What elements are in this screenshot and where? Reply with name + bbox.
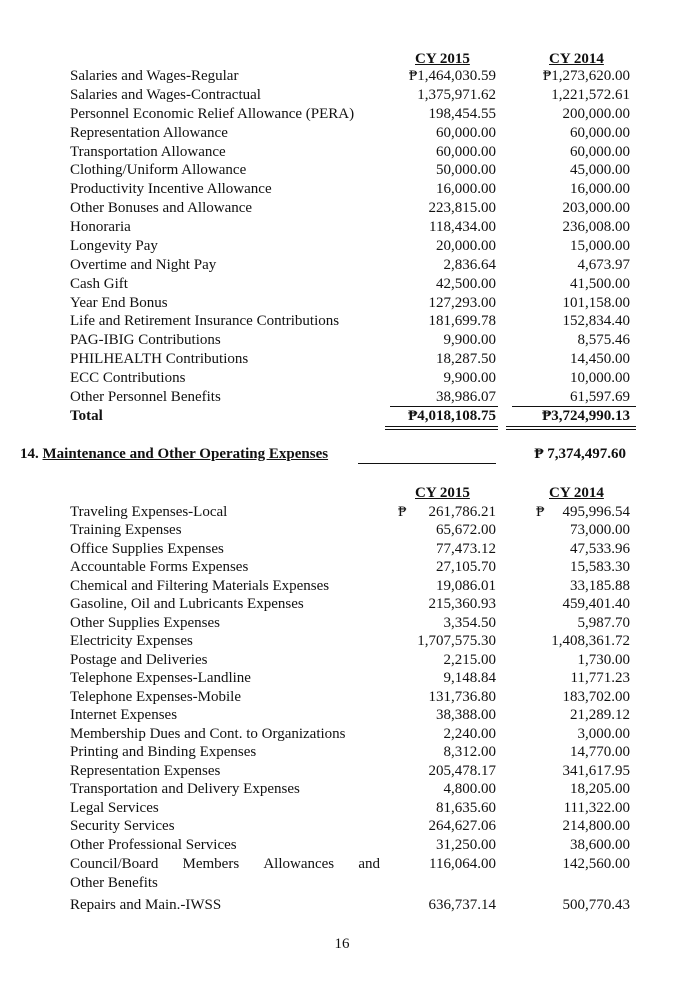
row-cy2014: 1,221,572.61 xyxy=(551,86,630,103)
mooe-row-council xyxy=(0,855,684,874)
row-cy2015: 18,287.50 xyxy=(436,351,496,368)
row-label: Membership Dues and Cont. to Organizations xyxy=(70,725,346,742)
row-label: Year End Bonus xyxy=(70,294,168,311)
row-label: Salaries and Wages-Regular xyxy=(70,68,239,84)
salaries-row xyxy=(0,199,684,218)
row-cy2014: 47,533.96 xyxy=(570,540,630,557)
currency-symbol: ₱ xyxy=(536,504,545,520)
row-cy2014: 3,000.00 xyxy=(577,725,630,742)
row-cy2015: 198,454.55 xyxy=(428,105,496,122)
row-label: Other Professional Services xyxy=(70,836,237,853)
row-cy2014: 4,673.97 xyxy=(577,256,630,273)
word: Council/Board xyxy=(70,856,159,872)
row-label: ECC Contributions xyxy=(70,370,186,387)
mooe-row xyxy=(0,817,684,836)
row-cy2015: 205,478.17 xyxy=(428,762,496,779)
row-cy2015: 20,000.00 xyxy=(436,237,496,254)
mooe-row xyxy=(0,521,684,540)
total-double-line-cy2015 xyxy=(385,426,498,430)
row-cy2015: 131,736.80 xyxy=(428,688,496,705)
mooe-row xyxy=(0,669,684,688)
row-label: Telephone Expenses-Mobile xyxy=(70,688,241,705)
salaries-row xyxy=(0,369,684,388)
row-label: Personnel Economic Relief Allowance (PERA) xyxy=(70,105,355,122)
row-cy2015: 31,250.00 xyxy=(436,836,496,853)
row-label: Representation Expenses xyxy=(70,762,221,779)
row-cy2015: 50,000.00 xyxy=(436,162,496,179)
currency-symbol: ₱ xyxy=(398,504,407,520)
row-label: Telephone Expenses-Landline xyxy=(70,670,251,686)
word: Allowances xyxy=(263,856,335,872)
row-label: Overtime and Night Pay xyxy=(70,256,217,273)
row-cy2015: 636,737.14 xyxy=(428,897,496,913)
mooe-row xyxy=(0,632,684,651)
salaries-row xyxy=(0,312,684,331)
row-label: PAG-IBIG Contributions xyxy=(70,332,221,349)
section-heading-line xyxy=(358,463,496,464)
row-label: Other Personnel Benefits xyxy=(70,388,221,405)
row-cy2014: 236,008.00 xyxy=(562,219,630,236)
section-title: Maintenance and Other Operating Expenses xyxy=(42,446,329,462)
row-cy2015: ₱1,464,030.59 xyxy=(408,68,496,84)
mooe-row-repairs xyxy=(0,896,684,915)
row-cy2014: 459,401.40 xyxy=(562,596,630,612)
mooe-row xyxy=(0,688,684,707)
row-cy2015: 118,434.00 xyxy=(429,219,496,236)
row-label: Productivity Incentive Allowance xyxy=(70,181,272,198)
row-cy2014: 111,322.00 xyxy=(563,799,630,816)
row-cy2014: 214,800.00 xyxy=(562,818,630,834)
total-label: Total xyxy=(70,408,103,424)
row-label: Other Benefits xyxy=(70,875,158,891)
row-cy2014: ₱1,273,620.00 xyxy=(542,68,630,84)
row-cy2014: 38,600.00 xyxy=(570,836,630,853)
row-cy2014: 500,770.43 xyxy=(562,897,630,913)
mooe-col-header-cy2014: CY 2014 xyxy=(549,485,604,501)
row-cy2015: 60,000.00 xyxy=(436,124,496,141)
row-label: Chemical and Filtering Materials Expenses xyxy=(70,577,330,594)
row-cy2015: 181,699.78 xyxy=(428,313,496,330)
word: and xyxy=(358,856,380,872)
salaries-row xyxy=(0,237,684,256)
mooe-row-traveling xyxy=(0,503,684,522)
row-cy2015: 42,500.00 xyxy=(436,275,496,292)
mooe-row xyxy=(0,651,684,670)
row-cy2015: 1,375,971.62 xyxy=(417,86,496,103)
row-cy2015: 38,986.07 xyxy=(436,388,496,405)
row-cy2014: 14,450.00 xyxy=(570,351,630,368)
row-cy2015: 127,293.00 xyxy=(428,294,496,311)
row-label: Legal Services xyxy=(70,799,159,816)
col-header-cy2015: CY 2015 xyxy=(415,51,470,67)
salaries-row xyxy=(0,124,684,143)
row-cy2015: 60,000.00 xyxy=(436,143,496,160)
row-cy2014: 41,500.00 xyxy=(570,275,630,292)
row-cy2014: 33,185.88 xyxy=(570,577,630,594)
total-double-line-cy2014 xyxy=(506,426,636,430)
row-cy2014: 101,158.00 xyxy=(562,294,630,311)
row-cy2015: 2,836.64 xyxy=(443,256,496,273)
total-cy2015: ₱4,018,108.75 xyxy=(408,408,496,424)
amount: 261,786.21 xyxy=(428,504,496,520)
row-cy2015: 81,635.60 xyxy=(436,799,496,816)
col-header-cy2014: CY 2014 xyxy=(549,51,604,67)
row-cy2014: 5,987.70 xyxy=(577,614,630,631)
mooe-row xyxy=(0,614,684,633)
row-cy2014: 1,408,361.72 xyxy=(551,633,630,649)
salaries-row xyxy=(0,105,684,124)
mooe-row xyxy=(0,577,684,596)
row-cy2014: 14,770.00 xyxy=(570,744,630,760)
row-cy2014: 15,583.30 xyxy=(570,559,630,575)
row-label-justified xyxy=(70,855,380,874)
row-label: Traveling Expenses-Local xyxy=(70,504,228,520)
row-cy2015: 9,148.84 xyxy=(443,670,496,686)
row-cy2014: 152,834.40 xyxy=(562,313,630,330)
row-cy2015: 65,672.00 xyxy=(436,522,496,538)
row-cy2015: 264,627.06 xyxy=(428,818,496,834)
row-cy2015: 9,900.00 xyxy=(443,370,496,387)
mooe-row xyxy=(0,558,684,577)
mooe-row xyxy=(0,780,684,799)
page-number: 16 xyxy=(334,936,350,952)
row-cy2014: 60,000.00 xyxy=(570,124,630,141)
row-label: Office Supplies Expenses xyxy=(70,540,224,557)
row-label: Salaries and Wages-Contractual xyxy=(70,86,261,103)
row-cy2015: 27,105.70 xyxy=(436,559,496,575)
row-cy2014: 8,575.46 xyxy=(577,332,630,349)
row-label: Clothing/Uniform Allowance xyxy=(70,162,247,179)
row-cy2015: 19,086.01 xyxy=(436,577,496,594)
salaries-row xyxy=(0,218,684,237)
mooe-row xyxy=(0,540,684,559)
row-cy2015: 2,215.00 xyxy=(443,651,496,668)
row-cy2014: 15,000.00 xyxy=(570,237,630,254)
row-cy2015: 215,360.93 xyxy=(428,596,496,612)
salaries-row xyxy=(0,143,684,162)
row-cy2014: 183,702.00 xyxy=(562,688,630,705)
salaries-row xyxy=(0,331,684,350)
mooe-row xyxy=(0,799,684,818)
salaries-row xyxy=(0,86,684,105)
salaries-row xyxy=(0,388,684,407)
row-label: Accountable Forms Expenses xyxy=(70,559,249,575)
mooe-col-header-cy2015: CY 2015 xyxy=(415,485,470,501)
row-cy2014: 11,771.23 xyxy=(570,670,630,686)
row-cy2014: 18,205.00 xyxy=(570,781,630,797)
row-cy2014: 45,000.00 xyxy=(570,162,630,179)
row-cy2014: 61,597.69 xyxy=(570,388,630,405)
row-label: Transportation and Delivery Expenses xyxy=(70,781,300,797)
mooe-row-council-line2 xyxy=(0,874,684,893)
salaries-total-row xyxy=(0,407,684,426)
row-cy2014: 341,617.95 xyxy=(562,762,630,779)
row-cy2015: 2,240.00 xyxy=(443,725,496,742)
section-14-heading xyxy=(20,446,328,463)
row-cy2015: 8,312.00 xyxy=(443,744,496,760)
salaries-row xyxy=(0,67,684,86)
row-label: Training Expenses xyxy=(70,522,182,538)
mooe-row xyxy=(0,762,684,781)
row-cy2015: 38,388.00 xyxy=(436,707,496,723)
section-number: 14. xyxy=(20,446,39,462)
total-cy2014: ₱3,724,990.13 xyxy=(542,408,630,424)
row-label: Postage and Deliveries xyxy=(70,651,208,668)
row-cy2015: 3,354.50 xyxy=(443,614,496,631)
salaries-row xyxy=(0,161,684,180)
mooe-row xyxy=(0,595,684,614)
amount: 495,996.54 xyxy=(562,504,630,520)
row-cy2014: 200,000.00 xyxy=(562,105,630,122)
row-cy2015: 223,815.00 xyxy=(428,200,496,217)
row-cy2014: 16,000.00 xyxy=(570,181,630,198)
subtotal-line-cy2015 xyxy=(390,406,498,407)
word: Members xyxy=(182,856,240,872)
mooe-row xyxy=(0,725,684,744)
row-cy2015: 4,800.00 xyxy=(443,781,496,797)
row-label: Cash Gift xyxy=(70,275,128,292)
salaries-row xyxy=(0,275,684,294)
salaries-row xyxy=(0,294,684,313)
row-cy2014: 203,000.00 xyxy=(562,200,630,217)
row-cy2014: 60,000.00 xyxy=(570,143,630,160)
salaries-row xyxy=(0,350,684,369)
row-label: Security Services xyxy=(70,818,175,834)
row-label: Repairs and Main.-IWSS xyxy=(70,897,222,913)
row-label: Honoraria xyxy=(70,219,131,236)
mooe-row xyxy=(0,743,684,762)
section-14-total: ₱ 7,374,497.60 xyxy=(534,446,626,462)
row-cy2014: 10,000.00 xyxy=(570,370,630,387)
row-cy2015: 1,707,575.30 xyxy=(417,633,496,649)
row-cy2014: 73,000.00 xyxy=(570,522,630,538)
row-label: Internet Expenses xyxy=(70,707,178,723)
salaries-row xyxy=(0,180,684,199)
row-label: PHILHEALTH Contributions xyxy=(70,351,249,368)
row-cy2014: 21,289.12 xyxy=(570,707,630,723)
mooe-row xyxy=(0,706,684,725)
row-label: Representation Allowance xyxy=(70,124,228,141)
row-cy2015: 77,473.12 xyxy=(436,540,496,557)
row-cy2014: 1,730.00 xyxy=(577,651,630,668)
row-cy2015: 9,900.00 xyxy=(443,332,496,349)
row-label: Transportation Allowance xyxy=(70,143,226,160)
salaries-row xyxy=(0,256,684,275)
row-label: Printing and Binding Expenses xyxy=(70,744,257,760)
mooe-row xyxy=(0,836,684,855)
row-label: Other Supplies Expenses xyxy=(70,614,220,631)
row-label: Other Bonuses and Allowance xyxy=(70,200,253,217)
subtotal-line-cy2014 xyxy=(512,406,636,407)
row-label: Electricity Expenses xyxy=(70,633,193,649)
row-cy2015: 116,064.00 xyxy=(429,856,496,872)
row-cy2014: 142,560.00 xyxy=(562,856,630,872)
row-label: Longevity Pay xyxy=(70,237,158,254)
row-label: Gasoline, Oil and Lubricants Expenses xyxy=(70,596,304,612)
row-cy2015: 16,000.00 xyxy=(436,181,496,198)
row-label: Life and Retirement Insurance Contributions xyxy=(70,313,340,330)
